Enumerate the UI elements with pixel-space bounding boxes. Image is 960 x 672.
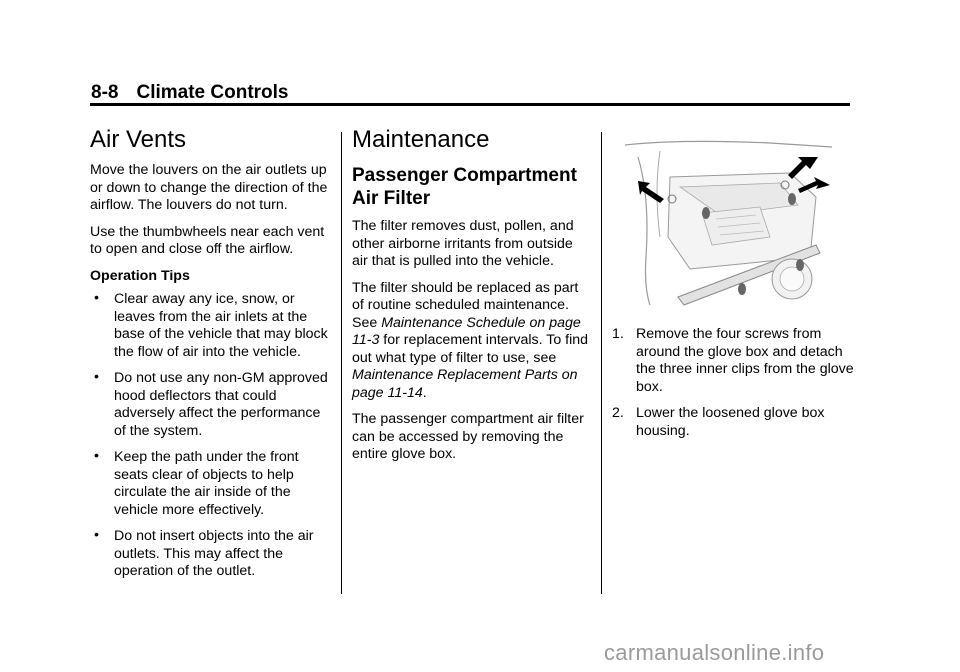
air-filter-heading: Passenger Compartment Air Filter [352,165,577,209]
list-item: • Do not insert objects into the air outlets. This may affect the operation of the outlet. [94,527,314,579]
maintenance-schedule-link[interactable]: Maintenance Schedule on page 11-3 [352,314,581,348]
operation-tips-heading: Operation Tips [90,267,190,284]
filter-para-2: The filter should be replaced as part of routine scheduled maintenance. See Maintenance Schedule on page 11-3 for replacement intervals. To find out what type of filter to use, see Maintenance Replacement Parts on page 11-14. [352,279,589,401]
section-title: Climate Controls [136,82,289,103]
column-steps [612,326,857,449]
page-header [91,82,289,104]
list-item: • Do not use any non-GM approved hood deflectors that could adversely affect the performance of the system. [94,369,328,439]
steps-list [612,326,857,440]
list-item: • Clear away any ice, snow, or leaves from the air inlets at the base of the vehicle that may block the flow of air into the vehicle. [94,290,328,360]
air-vents-heading: Air Vents [90,126,187,153]
filter-para-1: The filter removes dust, pollen, and other airborne irritants from outside air that is pulled into the vehicle. [352,218,574,269]
filter-para-3: The passenger compartment air filter can be accessed by removing the entire glove box. [352,411,584,462]
column-air-vents [90,126,330,590]
replacement-parts-link[interactable]: Maintenance Replacement Parts on page 11-14 [352,367,578,401]
header-rule [90,103,850,106]
column-divider [601,132,602,594]
air-vents-para-2: Use the thumbwheels near each vent to open and close off the airflow. [90,223,325,257]
air-vents-para-1: Move the louvers on the air outlets up or down to change the direction of the airflow. The louvers do not turn. [90,162,328,213]
list-item: 2. Lower the loosened glove box housing. [612,405,825,439]
bullet-icon: • [94,369,99,385]
bullet-icon: • [94,448,99,464]
bullet-icon: • [94,527,99,543]
bullet-icon: • [94,290,99,306]
column-maintenance [352,126,592,473]
section-number: 8-8 [91,82,119,103]
list-item: 1. Remove the four screws from around the glove box and detach the three inner clips from the glove box. [612,326,854,395]
watermark: carmanualsonline.info [604,640,825,665]
list-item: • Keep the path under the front seats clear of objects to help circulate the air inside of the vehicle more effectively. [94,448,299,518]
glove-box-illustration [620,137,838,307]
column-divider [341,132,342,594]
maintenance-heading: Maintenance [352,126,490,153]
operation-tips-list [90,291,330,581]
